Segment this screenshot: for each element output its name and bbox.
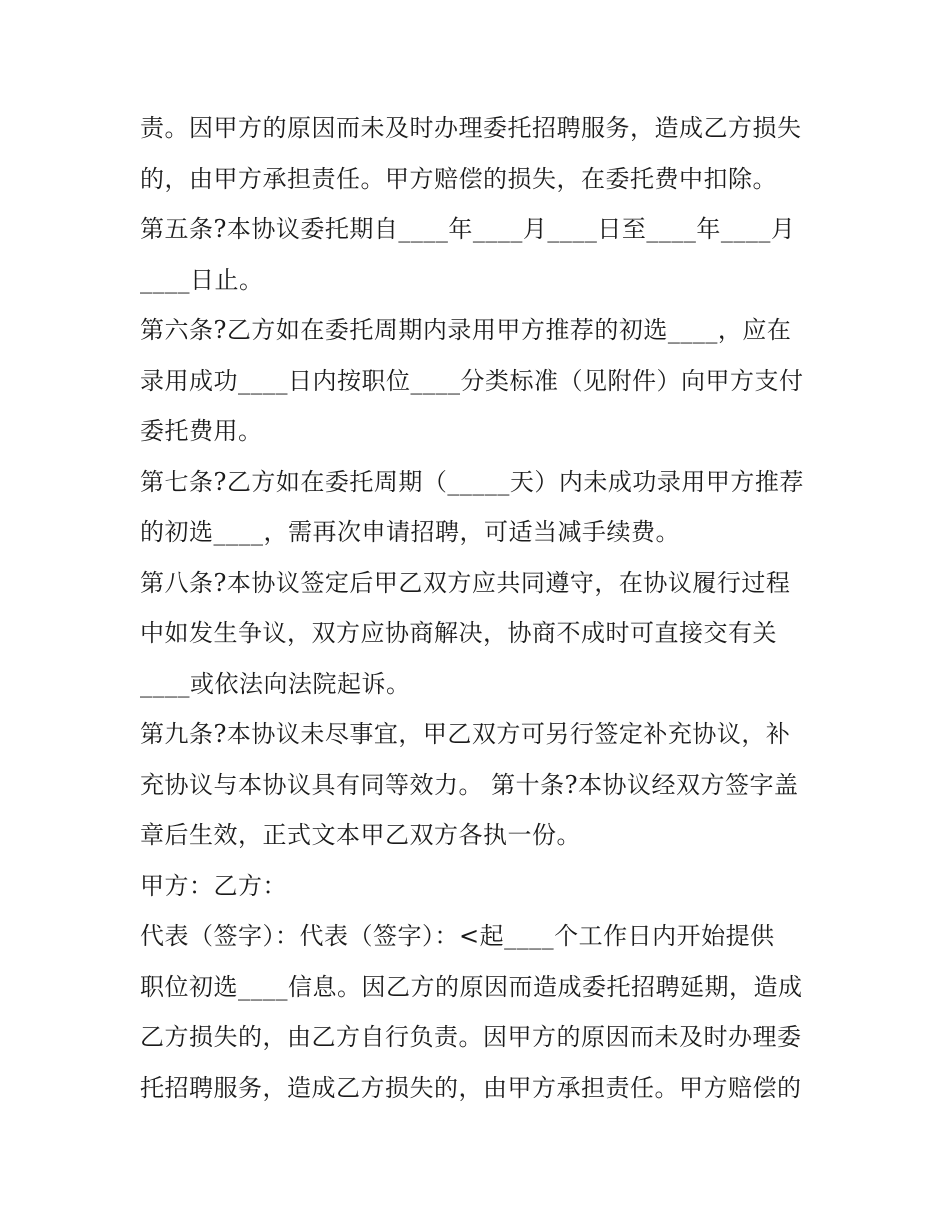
- text-line: 第五条?本协议委托期自____年____月____日至____年____月: [140, 215, 796, 243]
- text-line: 第八条?本协议签定后甲乙双方应共同遵守，在协议履行过程: [140, 568, 791, 597]
- text-line: ____或依法向法院起诉。: [140, 669, 411, 698]
- text-line: 甲方：乙方：: [140, 871, 287, 900]
- text-line: 章后生效，正式文本甲乙双方各执一份。: [140, 821, 581, 849]
- text-line: 托招聘服务，造成乙方损失的，由甲方承担责任。甲方赔偿的: [140, 1073, 802, 1102]
- text-line: 录用成功____日内按职位____分类标准（见附件）向甲方支付: [140, 366, 804, 395]
- text-line: 乙方损失的，由乙方自行负责。因甲方的原因而未及时办理委: [140, 1023, 802, 1051]
- text-line: 第七条?乙方如在委托周期（_____天）内未成功录用甲方推荐: [140, 467, 804, 496]
- text-line: 第六条?乙方如在委托周期内录用甲方推荐的初选____，应在: [140, 316, 792, 344]
- text-line: 充协议与本协议具有同等效力。 第十条?本协议经双方签字盖: [140, 770, 799, 799]
- text-line: 责。因甲方的原因而未及时办理委托招聘服务，造成乙方损失: [140, 114, 802, 142]
- text-line: 委托费用。: [140, 417, 263, 445]
- text-line: 第九条?本协议未尽事宜，甲乙双方可另行签定补充协议，补: [140, 720, 791, 748]
- text-line: 代表（签字）：代表（签字）：<起____个工作日内开始提供: [140, 922, 775, 950]
- text-line: 的初选____，需再次申请招聘，可适当减手续费。: [140, 518, 680, 546]
- text-line: ____日止。: [140, 265, 264, 294]
- text-line: 职位初选____信息。因乙方的原因而造成委托招聘延期，造成: [140, 972, 803, 1001]
- text-line: 的，由甲方承担责任。甲方赔偿的损失，在委托费中扣除。: [140, 164, 777, 193]
- text-line: 中如发生争议，双方应协商解决，协商不成时可直接交有关: [140, 619, 777, 647]
- document-body: [140, 103, 820, 1113]
